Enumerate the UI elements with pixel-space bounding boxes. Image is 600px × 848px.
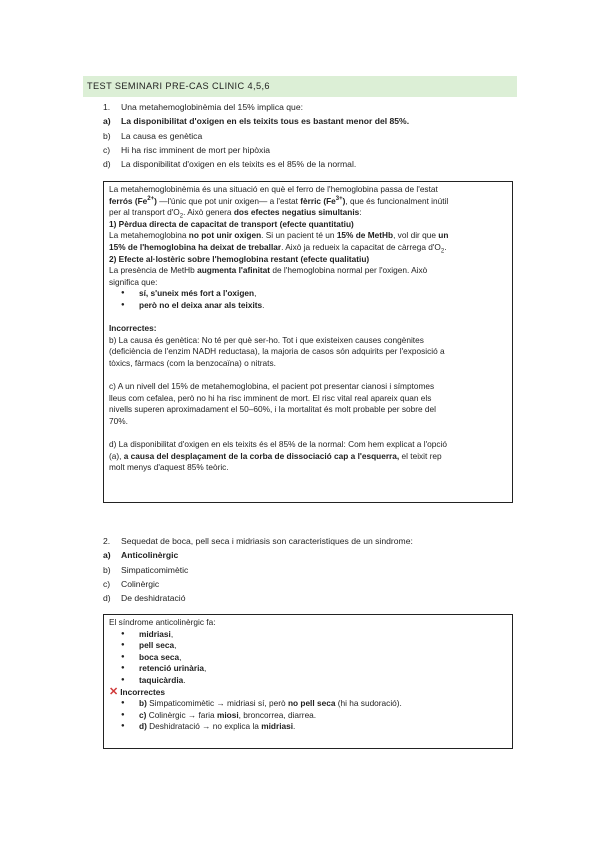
question-stem: Una metahemoglobinèmia del 15% implica que: — [121, 102, 304, 112]
explanation-box-2 — [103, 614, 513, 749]
list-item: ● c) Colinèrgic → faria miosi, broncorrea, diarrea. — [137, 710, 507, 722]
list-item: ● taquicàrdia. — [137, 675, 507, 687]
list-item: ● però no el deixa anar als teixits. — [137, 300, 507, 312]
option-b: b) Simpaticomimètic — [103, 564, 189, 575]
option-d: d) La disponibilitat d'oxigen en els teixits es el 85% de la normal. — [103, 159, 357, 170]
question-stem: Sequedat de boca, pell seca i midriasis son caracteristiques de un sindrome: — [121, 536, 413, 546]
intro-paragraph: La metahemoglobinèmia és una situació en què el ferro de l'hemoglobina passa de l'estat ferrós $(Fe^{2+})$ —l'únic que pot unir oxigen— a l'estat fèrric $(Fe^{3+})$, que és funcionalment inútil per al transport $d'O_2$. Això genera dos efectes negatius simultanis: — [109, 184, 449, 220]
page-title-text: TEST SEMINARI PRE-CAS CLINIC 4,5,6 — [87, 81, 270, 91]
list-item: ● pell seca, — [137, 640, 507, 652]
question-number: 1. — [103, 102, 111, 112]
syndrome-list — [109, 629, 507, 687]
incorrect-heading: ✕ Incorrectes — [109, 685, 165, 698]
list-item: ● b) Simpaticomimètic → midriasi sí, però no pell seca (hi ha sudoració). — [137, 698, 507, 710]
question-number: 2. — [103, 536, 111, 546]
list-item: ● sí, s'uneix més fort a l'oxigen, — [137, 288, 507, 300]
incorrect-b: b) La causa és genètica: No té per què ser-ho. Tot i que existeixen causes congènites (deficiència de l'enzim NADH reductasa), la majoria de casos són adquirits per l'exposició a tòxics, fàrmacs (com la benzocaïna) o nitrats. — [109, 334, 445, 368]
effect-2-text: La presència de MetHb augmenta l'afinitat de l'hemoglobina normal per l'oxigen. Això significa que: — [109, 265, 428, 287]
option-d: d) De deshidratació — [103, 593, 186, 604]
list-item: ● retenció urinària, — [137, 663, 507, 675]
option-a: a) La disponibilitat d'oxigen en els teixits tous es bastant menor del 85%. — [103, 116, 410, 127]
option-b: b) La causa es genètica — [103, 130, 203, 141]
effect-1-heading: 1) Pèrdua directa de capacitat de transport (efecte quantitatiu) — [109, 218, 354, 229]
option-c: c) Colinèrgic — [103, 578, 160, 589]
effect-1-text: La metahemoglobina no pot unir oxigen. Si un pacient té un 15% de MetHb, vol dir que un 15% de l'hemoglobina ha deixat de treballar. Això ja redueix la capacitat de càrrega $d'O_2$. — [109, 230, 449, 255]
incorrect-c: c) A un nivell del 15% de metahemoglobina, el pacient pot presentar cianosi i símptomes lleus com cefalea, però no hi ha risc imminent de mort. El risc vital real apareix quan els nivells superen aproximadament el 50–60%, i la mortalitat és molt probable per sobre del 70%. — [109, 381, 436, 426]
question-1-text — [103, 100, 409, 114]
list-item: ● d) Deshidratació → no explica la midriasi. — [137, 721, 507, 733]
question-1 — [103, 100, 409, 171]
effect-2-list — [109, 288, 507, 311]
incorrect-d: d) La disponibilitat d'oxigen en els teixits és el 85% de la normal: Com hem explicat a l'opció (a), a causa del desplaçament de la corba de dissociació cap a l'esquerra, el teixit rep molt menys d'aquest 85% teòric. — [109, 439, 447, 473]
list-item: ● midriasi, — [137, 629, 507, 641]
cross-mark-icon: ✕ — [109, 685, 119, 698]
incorrect-list — [109, 698, 507, 733]
syndrome-intro: El síndrome anticolinèrgic fa: — [109, 617, 216, 627]
explanation-box-1 — [103, 181, 513, 503]
question-2 — [103, 534, 413, 605]
incorrect-heading: Incorrectes: — [109, 323, 157, 334]
option-c: c) Hi ha risc imminent de mort per hipòxia — [103, 144, 271, 155]
question-2-text — [103, 534, 413, 548]
option-a: a) Anticolinèrgic — [103, 550, 179, 561]
list-item: ● boca seca, — [137, 652, 507, 664]
page-title — [83, 76, 517, 97]
effect-2-heading: 2) Efecte al·lostèric sobre l'hemoglobina restant (efecte qualitatiu) — [109, 253, 370, 264]
